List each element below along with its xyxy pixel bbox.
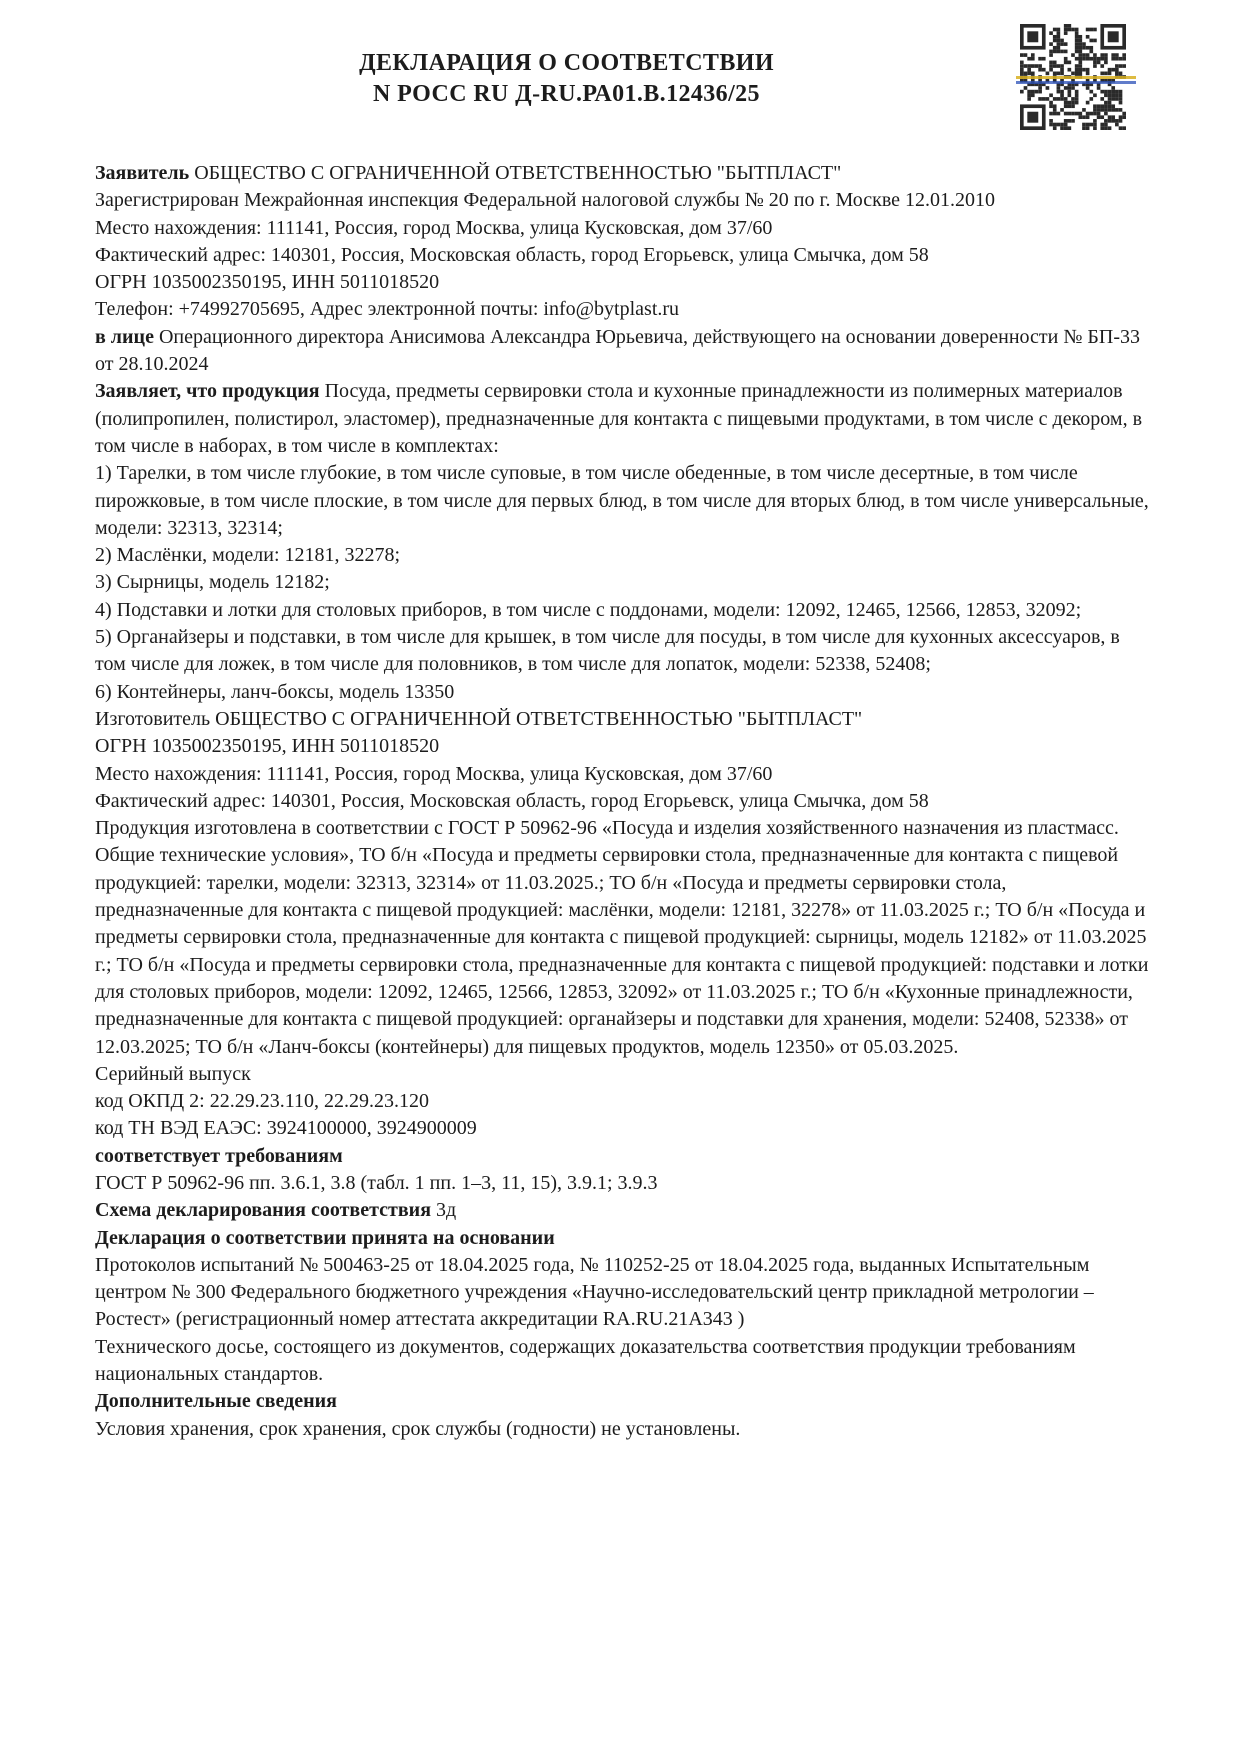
paragraph: Серийный выпуск <box>95 1062 251 1085</box>
paragraph: ГОСТ Р 50962-96 пп. 3.6.1, 3.8 (табл. 1 пп. 1–3, 11, 15), 3.9.1; 3.9.3 <box>95 1171 658 1194</box>
paragraph: Изготовитель ОБЩЕСТВО С ОГРАНИЧЕННОЙ ОТВЕТСТВЕННОСТЬЮ "БЫТПЛАСТ" <box>95 707 863 730</box>
document-title-line1: ДЕКЛАРАЦИЯ О СООТВЕТСТВИИ <box>359 50 774 76</box>
paragraph <box>95 1143 1153 1170</box>
paragraph: 4) Подставки и лотки для столовых приборов, в том числе с поддонами, модели: 12092, 12465, 12566, 12853, 32092; <box>95 598 1082 621</box>
paragraph: Условия хранения, срок хранения, срок службы (годности) не установлены. <box>95 1417 741 1440</box>
paragraph-lead: Дополнительные сведения <box>95 1390 337 1413</box>
paragraph <box>95 1388 1153 1415</box>
paragraph-lead: Заявитель <box>95 162 190 184</box>
paragraph-lead: Заявляет, что продукция <box>95 380 320 403</box>
paragraph: Место нахождения: 111141, Россия, город Москва, улица Кусковская, дом 37/60 <box>95 216 773 239</box>
paragraph-lead: Схема декларирования соответствия <box>95 1199 432 1222</box>
paragraph: Место нахождения: 111141, Россия, город Москва, улица Кусковская, дом 37/60 <box>95 762 773 785</box>
paragraph: 1) Тарелки, в том числе глубокие, в том числе суповые, в том числе обеденные, в том числе десертные, в том числе пирожковые, в том числе плоские, в том числе для первых блюд, в том числе для вторых блюд, в том числе универсальные, модели: 32313, 32314; <box>95 462 1149 539</box>
paragraph: Зарегистрирован Межрайонная инспекция Федеральной налоговой службы № 20 по г. Москве 12.01.2010 <box>95 189 996 212</box>
paragraph: код ТН ВЭД ЕАЭС: 3924100000, 3924900009 <box>95 1117 477 1140</box>
paragraph-lead: соответствует требованиям <box>95 1144 343 1167</box>
paragraph: Фактический адрес: 140301, Россия, Московская область, город Егорьевск, улица Смычка, дом 58 <box>95 789 929 812</box>
paragraph: Телефон: +74992705695, Адрес электронной почты: info@bytplast.ru <box>95 298 680 321</box>
paragraph-lead: Декларация о соответствии принята на основании <box>95 1226 555 1249</box>
paragraph: 5) Органайзеры и подставки, в том числе для крышек, в том числе для посуды, в том числе для кухонных аксессуаров, в том числе для ложек, в том числе для половников, в том числе для лопаток, модели: 52338, 52408; <box>95 626 1120 676</box>
document-body <box>95 160 1153 1443</box>
paragraph: 2) Маслёнки, модели: 12181, 32278; <box>95 544 401 567</box>
paragraph: Протоколов испытаний № 500463-25 от 18.04.2025 года, № 110252-25 от 18.04.2025 года, выданных Испытательным центром № 300 Федерального бюджетного учреждения «Научно-исследовательский центр прикладной метрологии – Ростест» (регистрационный номер аттестата аккредитации RA.RU.21А343 ) <box>95 1253 1094 1331</box>
paragraph: 3) Сырницы, модель 12182; <box>95 571 330 594</box>
document-number-line: N РОСС RU Д-RU.РА01.В.12436/25 <box>373 81 760 107</box>
qr-code-image <box>1020 24 1126 130</box>
paragraph: Схема декларирования соответствия 3д <box>95 1199 457 1222</box>
paragraph: Технического досье, состоящего из документов, содержащих доказательства соответствия продукции требованиям национальных стандартов. <box>95 1335 1076 1386</box>
paragraph: 6) Контейнеры, ланч-боксы, модель 13350 <box>95 680 455 703</box>
qr-code-icon <box>1020 24 1126 130</box>
paragraph: код ОКПД 2: 22.29.23.110, 22.29.23.120 <box>95 1090 429 1113</box>
paragraph: ОГРН 1035002350195, ИНН 5011018520 <box>95 271 440 294</box>
paragraph: Заявитель ОБЩЕСТВО С ОГРАНИЧЕННОЙ ОТВЕТСТВЕННОСТЬЮ "БЫТПЛАСТ" <box>95 162 842 184</box>
paragraph <box>95 1225 1153 1252</box>
paragraph: Фактический адрес: 140301, Россия, Московская область, город Егорьевск, улица Смычка, дом 58 <box>95 243 929 266</box>
paragraph-lead: в лице <box>95 325 154 348</box>
document-title <box>95 48 1150 110</box>
paragraph: ОГРН 1035002350195, ИНН 5011018520 <box>95 735 440 758</box>
paragraph: Заявляет, что продукция Посуда, предметы сервировки стола и кухонные принадлежности из полимерных материалов (полипропилен, полистирол, эластомер), предназначенные для контакта с пищевыми продуктами, в том числе с декором, в том числе в наборах, в том числе в комплектах: <box>95 380 1143 457</box>
paragraph: в лице Операционного директора Анисимова Александра Юрьевича, действующего на основании доверенности № БП-33 от 28.10.2024 <box>95 325 1141 376</box>
paragraph: Продукция изготовлена в соответствии с ГОСТ Р 50962-96 «Посуда и изделия хозяйственного назначения из пластмасс. Общие технические условия», ТО б/н «Посуда и предметы сервировки стола, предназначенные для контакта с пищевой продукцией: тарелки, модели: 32313, 32314» от 11.03.2025.; ТО б/н «Посуда и предметы сервировки стола, предназначенные для контакта с пищевой продукцией: маслёнки, модели: 12181, 32278» от 11.03.2025 г.; ТО б/н «Посуда и предметы сервировки стола, предназначенные для контакта с пищевой продукцией: сырницы, модель 12182» от 11.03.2025 г.; ТО б/н «Посуда и предметы сервировки стола, предназначенные для контакта с пищевой продукцией: подставки и лотки для столовых приборов, модели: 12092, 12465, 12566, 12853, 32092» от 11.03.2025 г.; ТО б/н «Кухонные принадлежности, предназначенные для контакта с пищевой продукцией: органайзеры и подставки для хранения, модели: 52408, 52338» от 12.03.2025; ТО б/н «Ланч-боксы (контейнеры) для пищевых продуктов, модель 12350» от 05.03.2025. <box>95 817 1149 1058</box>
